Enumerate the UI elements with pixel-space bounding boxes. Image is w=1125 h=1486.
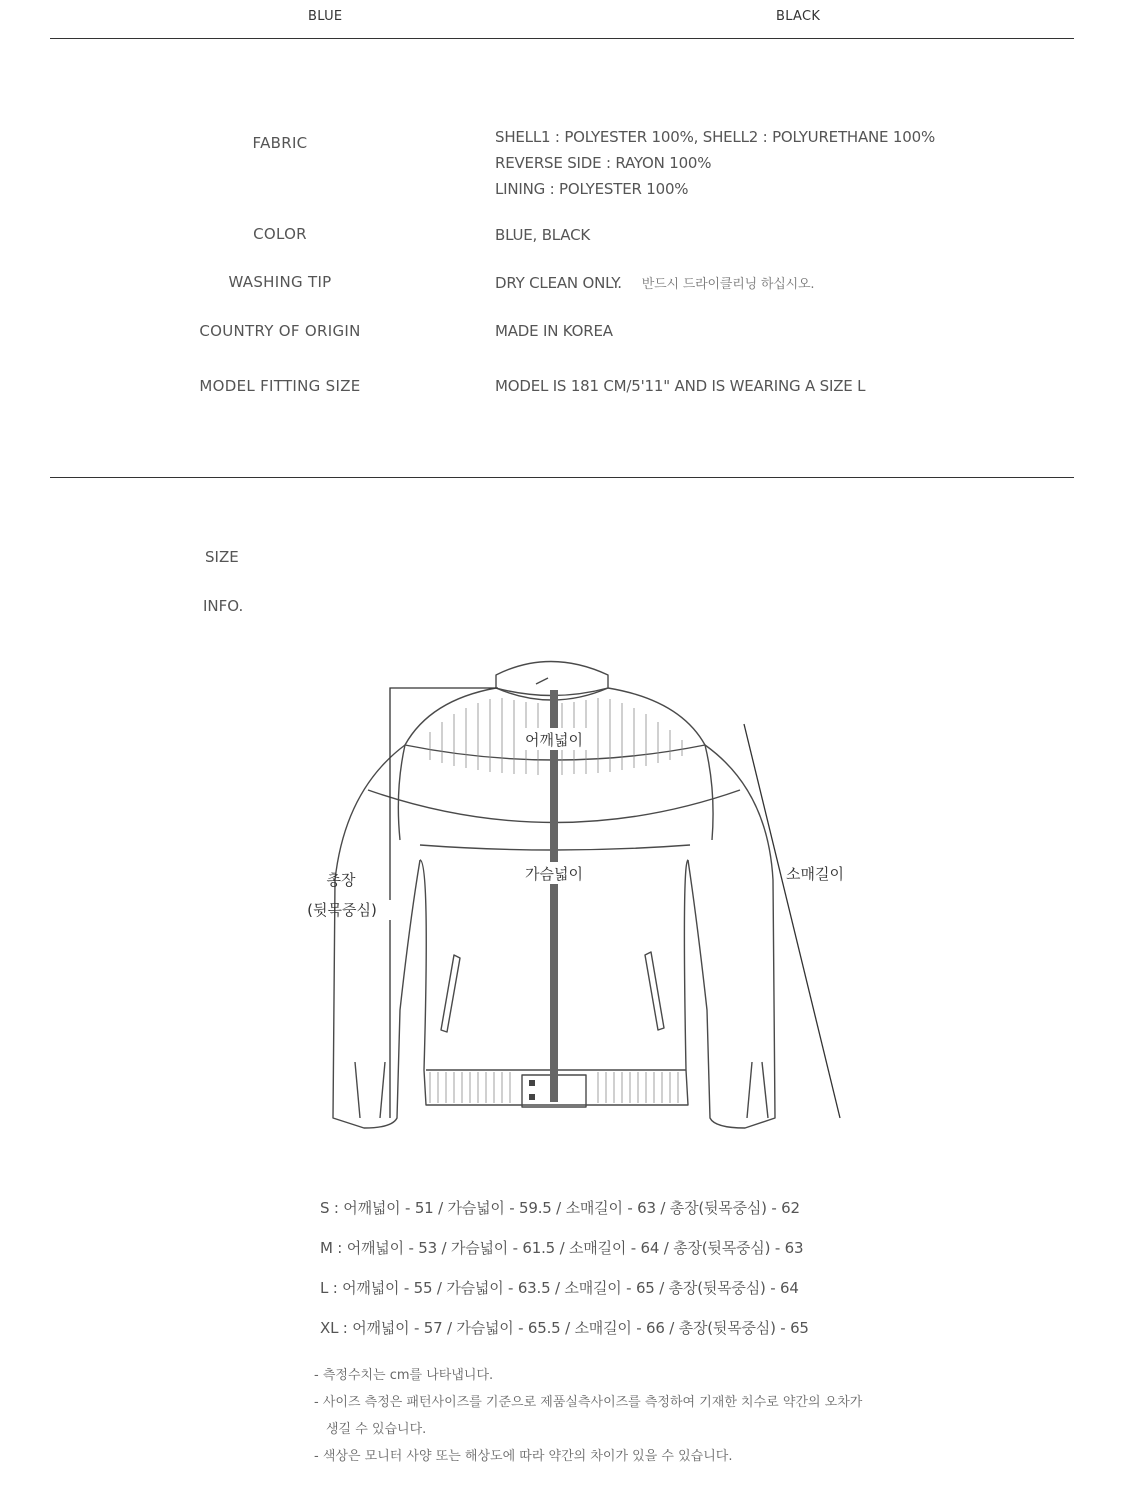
size-row-l: L : 어깨넓이 - 55 / 가슴넓이 - 63.5 / 소매길이 - 65 / 총장(뒷목중심) - 64 [320, 1279, 799, 1297]
note-1: - 측정수치는 cm를 나타냅니다. [314, 1368, 494, 1383]
zipper [550, 690, 558, 1102]
color-tab-blue[interactable]: BLUE [308, 9, 343, 24]
button-bottom [529, 1094, 535, 1100]
color-tab-black[interactable]: BLACK [776, 9, 821, 24]
shoulder-label: 어깨넓이 [525, 731, 583, 749]
sleeve-label: 소매길이 [786, 865, 844, 883]
fabric-line-1: SHELL1 : POLYESTER 100%, SHELL2 : POLYURETHANE 100% [495, 128, 935, 146]
button-top [529, 1080, 535, 1086]
info-title: INFO. [203, 597, 244, 615]
size-row-xl: XL : 어깨넓이 - 57 / 가슴넓이 - 65.5 / 소매길이 - 66 / 총장(뒷목중심) - 65 [320, 1319, 809, 1337]
chest-label: 가슴넓이 [525, 865, 583, 883]
length-measure-line [390, 688, 498, 900]
right-shoulder [608, 688, 713, 840]
note-4: - 색상은 모니터 사양 또는 해상도에 따라 약간의 차이가 있을 수 있습니다. [314, 1449, 733, 1464]
fabric-label: FABRIC [252, 134, 308, 152]
washing-tip-note: 반드시 드라이클리닝 하십시오. [641, 277, 815, 292]
size-notes [314, 1362, 862, 1470]
length-label-line1: 총장 [326, 871, 356, 889]
left-pocket [441, 955, 460, 1032]
origin-label: COUNTRY OF ORIGIN [199, 322, 361, 340]
model-size-label: MODEL FITTING SIZE [199, 377, 361, 395]
note-3: 생길 수 있습니다. [326, 1422, 427, 1437]
color-value: BLUE, BLACK [495, 226, 590, 244]
size-row-m: M : 어깨넓이 - 53 / 가슴넓이 - 61.5 / 소매길이 - 64 / 총장(뒷목중심) - 63 [320, 1239, 804, 1257]
fabric-line-2: REVERSE SIDE : RAYON 100% [495, 154, 712, 172]
sleeve-measure-line [744, 724, 840, 1118]
color-label: COLOR [253, 225, 307, 243]
note-2: - 사이즈 측정은 패턴사이즈를 기준으로 제품실측사이즈를 측정하여 기재한 치수로 약간의 오차가 [314, 1395, 863, 1410]
model-size-value: MODEL IS 181 CM/5'11" AND IS WEARING A SIZE L [495, 377, 866, 395]
washing-tip-label: WASHING TIP [228, 273, 332, 291]
fabric-line-3: LINING : POLYESTER 100% [495, 180, 689, 198]
washing-tip-text: DRY CLEAN ONLY. [495, 274, 622, 292]
size-title: SIZE [205, 548, 239, 566]
size-row-s: S : 어깨넓이 - 51 / 가슴넓이 - 59.5 / 소매길이 - 63 / 총장(뒷목중심) - 62 [320, 1199, 800, 1217]
origin-value: MADE IN KOREA [495, 322, 613, 340]
length-label-line2: (뒷목중심) [307, 901, 377, 919]
right-pocket [645, 952, 664, 1030]
